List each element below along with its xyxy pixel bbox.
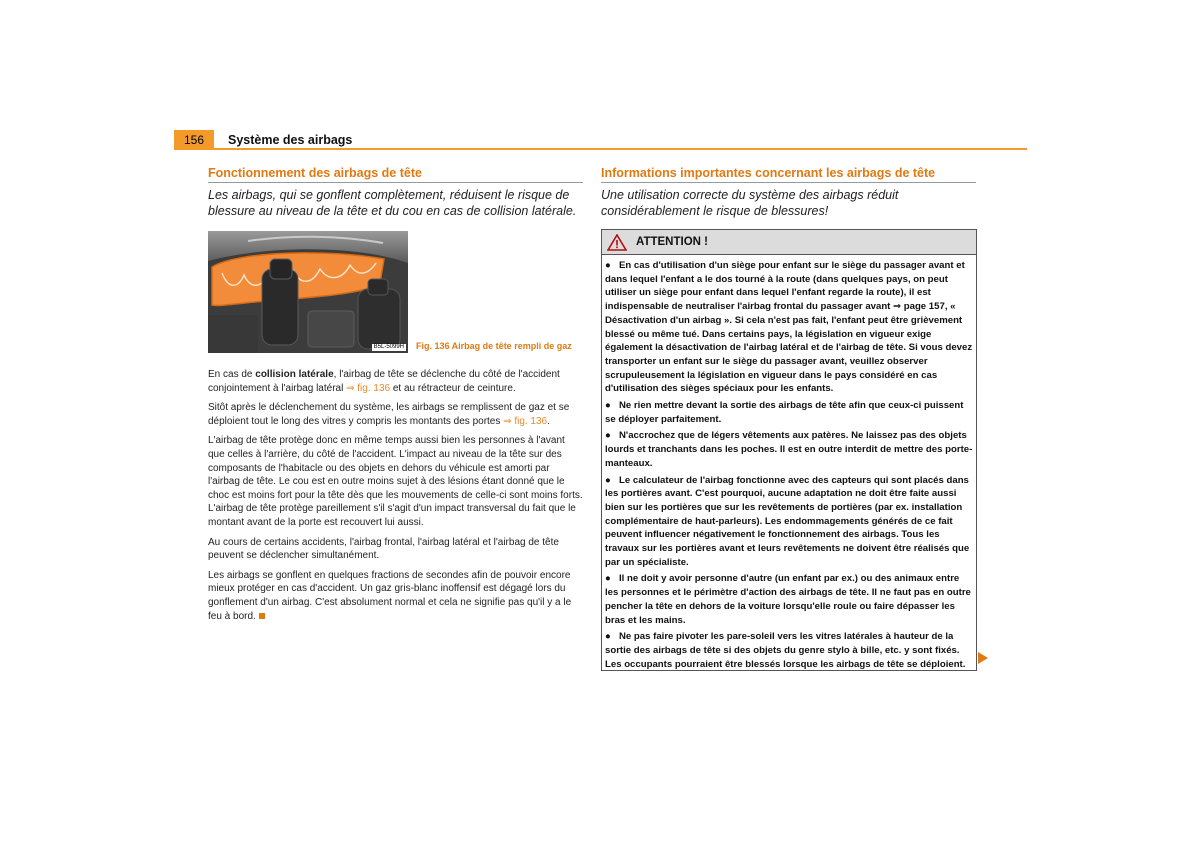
header-rule — [174, 148, 1027, 150]
warning-title: ATTENTION ! — [636, 236, 708, 248]
right-section-title: Informations importantes concernant les airbags de tête — [601, 166, 936, 180]
warning-item — [605, 630, 973, 671]
bullet: ● — [605, 474, 611, 486]
page-number: 156 — [174, 130, 214, 150]
left-lead-text: Les airbags, qui se gonflent complètement, réduisent le risque de blessure au niveau de la tête et du cou en cas de collision latérale. — [208, 188, 577, 218]
right-section-rule — [601, 182, 976, 183]
warning-item — [605, 572, 973, 627]
bullet: ● — [605, 631, 611, 643]
warning-body — [602, 255, 976, 671]
paragraph — [208, 401, 584, 428]
paragraph: Au cours de certains accidents, l'airbag frontal, l'airbag latéral et l'airbag de tête peuvent se déclencher simultanément. — [208, 536, 559, 562]
text-run: Les airbags se gonflent en quelques fractions de secondes afin de pouvoir encore mieux protéger en cas d'accident. Un gaz gris-blanc inoffensif est dégagé lors du gonflement d'un airbag. C'est absolument normal et cela ne signifie pas qu'il y a le feu à bord. — [208, 569, 572, 622]
warning-item-text: N'accrochez que de légers vêtements aux patères. Ne laissez pas des objets lourds et tranchants dans les poches. Il est en outre interdit de mettre des porte-manteaux. — [605, 430, 973, 469]
bullet: ● — [605, 573, 611, 585]
warning-item-text: En cas d'utilisation d'un siège pour enfant sur le siège du passager avant et dans lequel l'enfant a le dos tourné à la route (dans quelques pays, on peut utiliser un siège pour enfant dans lequel l'enfant regarde la route), il est indispensable de neutraliser l'airbag frontal du passager avant ⇒ page 157, « Désactivation d'un airbag ». Si cela n'est pas fait, l'enfant peut être grièvement blessé ou même tué. Dans certains pays, la législation en vigueur exige également la désactivation de l'airbag latéral et de l'airbag de tête. Si vous devez transporter un enfant sur le siège du passager avant, veuillez observer scrupuleusement la législation en vigueur dans le pays considéré en cas d'utilisation des sièges spéciaux pour les enfants. — [605, 260, 973, 395]
figure-reference-link[interactable]: ⇒ fig. 136 — [503, 415, 548, 427]
warning-item-text: Le calculateur de l'airbag fonctionne avec des capteurs qui sont placés dans les portières avant. C'est pourquoi, aucune adaptation ne doit être faite aussi bien sur les portières que sur les revêtements de portières (par ex. installation complémentaire de haut-parleurs). Les endommagements générés de ce fait peuvent influencer négativement le fonctionnement des airbags. Tous les travaux sur les portières avant et leurs revêtements ne doivent être réalisés que par un spécialiste. — [605, 474, 970, 568]
text-run: Sitôt après le déclenchement du système, les airbags se remplissent de gaz et se déploient tout le long des vitres y compris les montants des portes — [208, 402, 570, 427]
continue-arrow-icon[interactable] — [978, 652, 988, 664]
paragraph: L'airbag de tête protège donc en même temps aussi bien les personnes à l'avant que celles à l'arrière, du côté de l'accident. L'impact au niveau de la tête sur des composants de l'habitacle ou des objets en dehors du véhicule est amorti par l'airbag de tête. Le cou est en outre moins sujet à des lésions étant donné que le choc est moins fort pour la tête dès que les mouvements de celle-ci sont moins forts. L'airbag de tête protège pareillement s'il s'agit d'un impact transversal du fait que le montant avant de la porte est recouvert lui aussi. — [208, 435, 583, 528]
figure-reference-link[interactable]: ⇒ fig. 136 — [346, 382, 391, 394]
right-lead-text: Une utilisation correcte du système des airbags réduit considérablement le risque de blessures! — [601, 188, 899, 218]
warning-item-text: Ne pas faire pivoter les pare-soleil vers les vitres latérales à hauteur de la sortie des airbags de tête si des objets du genre stylo à bille, etc. y sont fixés. Les occupants pourraient être blessés lorsque les airbags de tête se déploient. — [605, 631, 966, 670]
paragraph — [208, 368, 584, 395]
text-run: En cas de — [208, 369, 256, 380]
figure-code: B5L-5099H — [373, 344, 404, 350]
warning-triangle-icon — [607, 234, 627, 251]
bullet: ● — [605, 430, 611, 442]
end-of-section-marker — [259, 613, 265, 619]
bullet: ● — [605, 260, 611, 271]
warning-item — [605, 259, 973, 396]
warning-item — [605, 399, 973, 426]
text-run: et au rétracteur de ceinture. — [390, 382, 516, 394]
paragraph — [208, 569, 584, 623]
warning-box — [601, 229, 977, 671]
text-run: . — [547, 415, 550, 427]
left-body-text — [208, 368, 584, 629]
left-section-rule — [208, 182, 583, 183]
warning-item-text: Ne rien mettre devant la sortie des airbags de tête afin que ceux-ci puissent se déployer parfaitement. — [605, 400, 964, 425]
bold-term: collision latérale — [255, 369, 334, 380]
headairbag-illustration — [208, 231, 408, 353]
warning-item-text: Il ne doit y avoir personne d'autre (un enfant par ex.) ou des animaux entre les personnes et le périmètre d'action des airbags de tête. Il ne faut pas en outre pencher la tête en dehors de la voiture lorsqu'elle roule ou faire dépasser les bras et les mains. — [605, 573, 971, 626]
figure-caption: Fig. 136 Airbag de tête rempli de gaz — [416, 341, 572, 351]
left-section-title: Fonctionnement des airbags de tête — [208, 166, 422, 180]
warning-item — [605, 429, 973, 470]
figure-headairbag — [208, 231, 408, 353]
warning-item — [605, 474, 973, 570]
running-header-title: Système des airbags — [228, 133, 353, 147]
bullet: ● — [605, 400, 611, 412]
text-run: , l'airbag de tête se déclenche du côté de l'accident conjointement à l'airbag latéral — [208, 369, 560, 394]
warning-header — [602, 230, 976, 255]
